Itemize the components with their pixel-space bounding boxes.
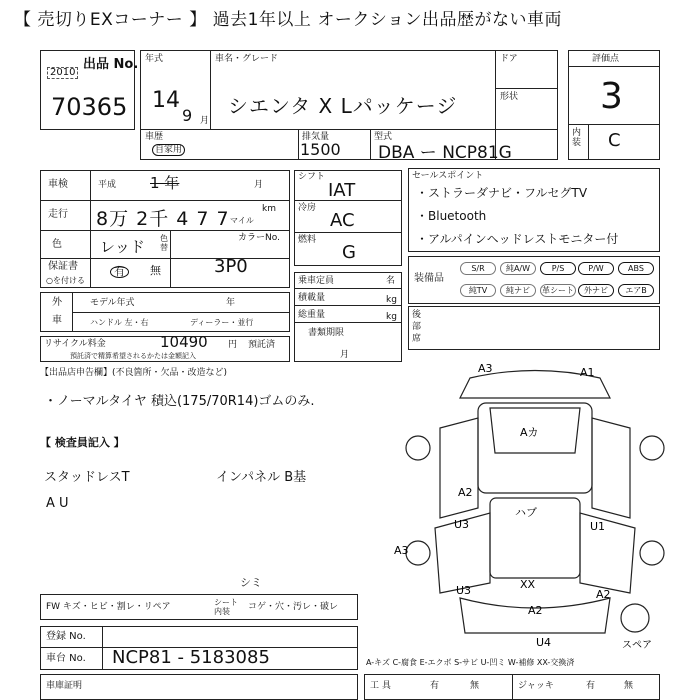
label-sales-point: セールスポイント bbox=[412, 171, 484, 181]
hw-sales-2: ・Bluetooth bbox=[416, 209, 487, 223]
diagram-spare: スペア bbox=[622, 640, 652, 651]
hw-interior: C bbox=[608, 130, 621, 151]
label-inspection-month: 月 bbox=[254, 180, 264, 190]
diagram-a3-side: A3 bbox=[394, 544, 409, 557]
equipment-5: 純TV bbox=[460, 284, 496, 297]
diagram-xx: XX bbox=[520, 578, 536, 591]
hw-car-name: シエンタ X Lパッケージ bbox=[228, 94, 458, 118]
equipment-8: 外ナビ bbox=[578, 284, 614, 297]
label-door: ドア bbox=[500, 54, 518, 64]
label-doc-month: 月 bbox=[340, 350, 350, 360]
hw-sales-1: ・ストラーダナビ・フルセグTV bbox=[416, 186, 588, 200]
label-dealer: ディーラー・並行 bbox=[190, 318, 254, 327]
hw-year: 14 bbox=[152, 88, 180, 113]
label-warranty-no: 無 bbox=[150, 264, 161, 277]
label-history: 車歴 bbox=[145, 132, 164, 142]
equipment-6: 純ナビ bbox=[500, 284, 536, 297]
label-score: 評価点 bbox=[592, 54, 620, 64]
hw-mileage: 8万 2千 4 7 7 bbox=[96, 208, 230, 230]
label-load-kg: kg bbox=[386, 295, 397, 305]
diagram-a1: A1 bbox=[580, 366, 595, 379]
label-mile: マイル bbox=[230, 216, 254, 225]
car-damage-diagram bbox=[394, 358, 670, 658]
label-model-code: 型式 bbox=[374, 132, 393, 142]
label-color-no: カラーNo. bbox=[238, 233, 280, 243]
hw-ac: AC bbox=[330, 210, 355, 231]
hw-inspector-1: スタッドレスT bbox=[44, 470, 130, 485]
diagram-roof: Aカ bbox=[520, 426, 539, 439]
label-registration: 登録 No. bbox=[46, 631, 86, 642]
diagram-a2-left: A2 bbox=[458, 486, 473, 499]
label-rear-1: 後 bbox=[412, 310, 422, 320]
entry-label: 出品 No. bbox=[83, 57, 139, 72]
label-seat: シート内装 bbox=[214, 598, 238, 616]
label-fw: FW キズ・ヒビ・割レ・リペア bbox=[46, 602, 171, 612]
equipment-4: ABS bbox=[618, 262, 654, 275]
label-jack-no: 無 bbox=[624, 681, 634, 691]
page-header bbox=[0, 0, 700, 34]
entry-number-box bbox=[40, 50, 139, 130]
rear-block bbox=[408, 306, 660, 350]
hw-seat-note: シミ bbox=[240, 576, 262, 589]
hw-declaration: ・ノーマルタイヤ 積込(175/70R14)ゴムのみ. bbox=[44, 394, 315, 409]
label-inspection: 車検 bbox=[48, 179, 68, 190]
hw-inspector-3: A U bbox=[46, 496, 69, 511]
label-foreign-2: 車 bbox=[52, 315, 62, 326]
entry-number: 70365 bbox=[51, 93, 128, 121]
label-gross: 総重量 bbox=[298, 310, 326, 320]
label-car-name: 車名・グレード bbox=[215, 54, 279, 64]
label-warranty-yes: 有 bbox=[110, 266, 129, 278]
label-ac: 冷房 bbox=[298, 203, 317, 213]
hw-displacement: 1500 bbox=[300, 140, 341, 159]
equipment-2: P/S bbox=[540, 262, 576, 275]
label-tools-yes: 有 bbox=[430, 681, 440, 691]
label-km: km bbox=[262, 204, 276, 214]
equipment-9: エアB bbox=[618, 284, 654, 297]
equipment-3: P/W bbox=[578, 262, 614, 275]
label-recycle: リサイクル料金 bbox=[44, 339, 106, 349]
hw-sales-3: ・アルパインヘッドレストモニター付 bbox=[416, 232, 619, 246]
hw-color: レッド bbox=[100, 238, 145, 256]
label-jack: ジャッキ bbox=[518, 681, 554, 691]
hw-score: 3 bbox=[600, 76, 623, 117]
label-garage: 車庫証明 bbox=[46, 681, 83, 691]
label-rear-2: 部 bbox=[412, 322, 422, 332]
diagram-u1: U1 bbox=[590, 520, 606, 533]
equipment-1: 純A/W bbox=[500, 262, 536, 275]
diagram-a2-right: A2 bbox=[596, 588, 611, 601]
label-handle: ハンドル 左・右 bbox=[90, 318, 149, 327]
garage-block bbox=[40, 674, 358, 700]
diagram-u3: U3 bbox=[454, 518, 470, 531]
hw-fuel: G bbox=[342, 242, 356, 263]
label-color-change: 色替 bbox=[160, 234, 168, 252]
label-model-year-unit: 年 bbox=[226, 298, 236, 308]
label-recycle-deposit: 預託済 bbox=[248, 340, 276, 350]
label-displacement: 排気量 bbox=[302, 132, 330, 142]
damage-legend: A-キズ C-腐食 E-エクボ S-サビ U-凹ミ W-補修 XX-交換済 bbox=[366, 658, 575, 667]
label-warranty-sub: ○を付ける bbox=[46, 276, 85, 285]
diagram-a2-bottom: A2 bbox=[528, 604, 543, 617]
label-recycle-yen: 円 bbox=[228, 340, 238, 350]
diagram-u3-b: U3 bbox=[456, 584, 472, 597]
label-persons: 名 bbox=[386, 276, 396, 286]
hw-shift: IAT bbox=[328, 180, 356, 201]
hw-recycle: 10490 bbox=[160, 333, 208, 351]
label-color: 色 bbox=[52, 239, 62, 250]
label-recycle-note: 預託済で精算希望されるかたは金額記入 bbox=[70, 352, 196, 360]
label-year: 年式 bbox=[145, 54, 164, 64]
label-tools-no: 無 bbox=[470, 681, 480, 691]
label-gross-kg: kg bbox=[386, 312, 397, 322]
diagram-hub: ハブ bbox=[515, 506, 537, 519]
label-private-use: 自家用 bbox=[152, 144, 185, 156]
label-warranty: 保証書 bbox=[48, 261, 78, 272]
label-equipment: 装備品 bbox=[414, 273, 444, 284]
hw-chassis: NCP81 - 5183085 bbox=[112, 647, 270, 668]
hw-inspector-2: インパネル B基 bbox=[216, 470, 307, 485]
label-shift: シフト bbox=[298, 172, 326, 182]
equipment-7: 革シート bbox=[542, 286, 574, 295]
label-fuel: 燃料 bbox=[298, 235, 317, 245]
page-title: 【 売切りEXコーナー 】 過去1年以上 オークション出品歴がない車両 bbox=[14, 10, 562, 30]
label-foreign-1: 外 bbox=[52, 297, 62, 308]
label-tools: 工 具 bbox=[370, 681, 391, 691]
label-load: 積載量 bbox=[298, 293, 326, 303]
label-shape: 形状 bbox=[500, 92, 519, 102]
label-doc-deadline: 書類期限 bbox=[308, 328, 345, 338]
entry-year-stamp: 2010 bbox=[47, 67, 78, 79]
hw-color-no: 3P0 bbox=[214, 256, 248, 277]
diagram-u4: U4 bbox=[536, 636, 552, 649]
label-chassis: 車台 No. bbox=[46, 653, 86, 664]
label-interior: 内装 bbox=[572, 128, 582, 148]
label-heisei: 平成 bbox=[98, 180, 117, 190]
label-rear-3: 席 bbox=[412, 334, 422, 344]
hw-inspection: 1 年 bbox=[150, 174, 180, 192]
hw-model-code: DBA ー NCP81G bbox=[378, 143, 512, 163]
label-inspector: 【 検査員記入 】 bbox=[40, 436, 125, 449]
equipment-0: S/R bbox=[460, 262, 496, 275]
label-burn: コゲ・穴・汚レ・破レ bbox=[248, 602, 339, 612]
label-jack-yes: 有 bbox=[586, 681, 596, 691]
hw-month: 9 bbox=[182, 106, 193, 125]
label-month: 月 bbox=[200, 116, 210, 126]
label-declaration: 【出品店申告欄】(不良箇所・欠品・改造など) bbox=[40, 368, 228, 378]
label-capacity: 乗車定員 bbox=[298, 276, 335, 286]
label-mileage: 走行 bbox=[48, 209, 68, 220]
diagram-a3-top: A3 bbox=[478, 362, 493, 375]
label-model-year: モデル年式 bbox=[90, 298, 135, 308]
